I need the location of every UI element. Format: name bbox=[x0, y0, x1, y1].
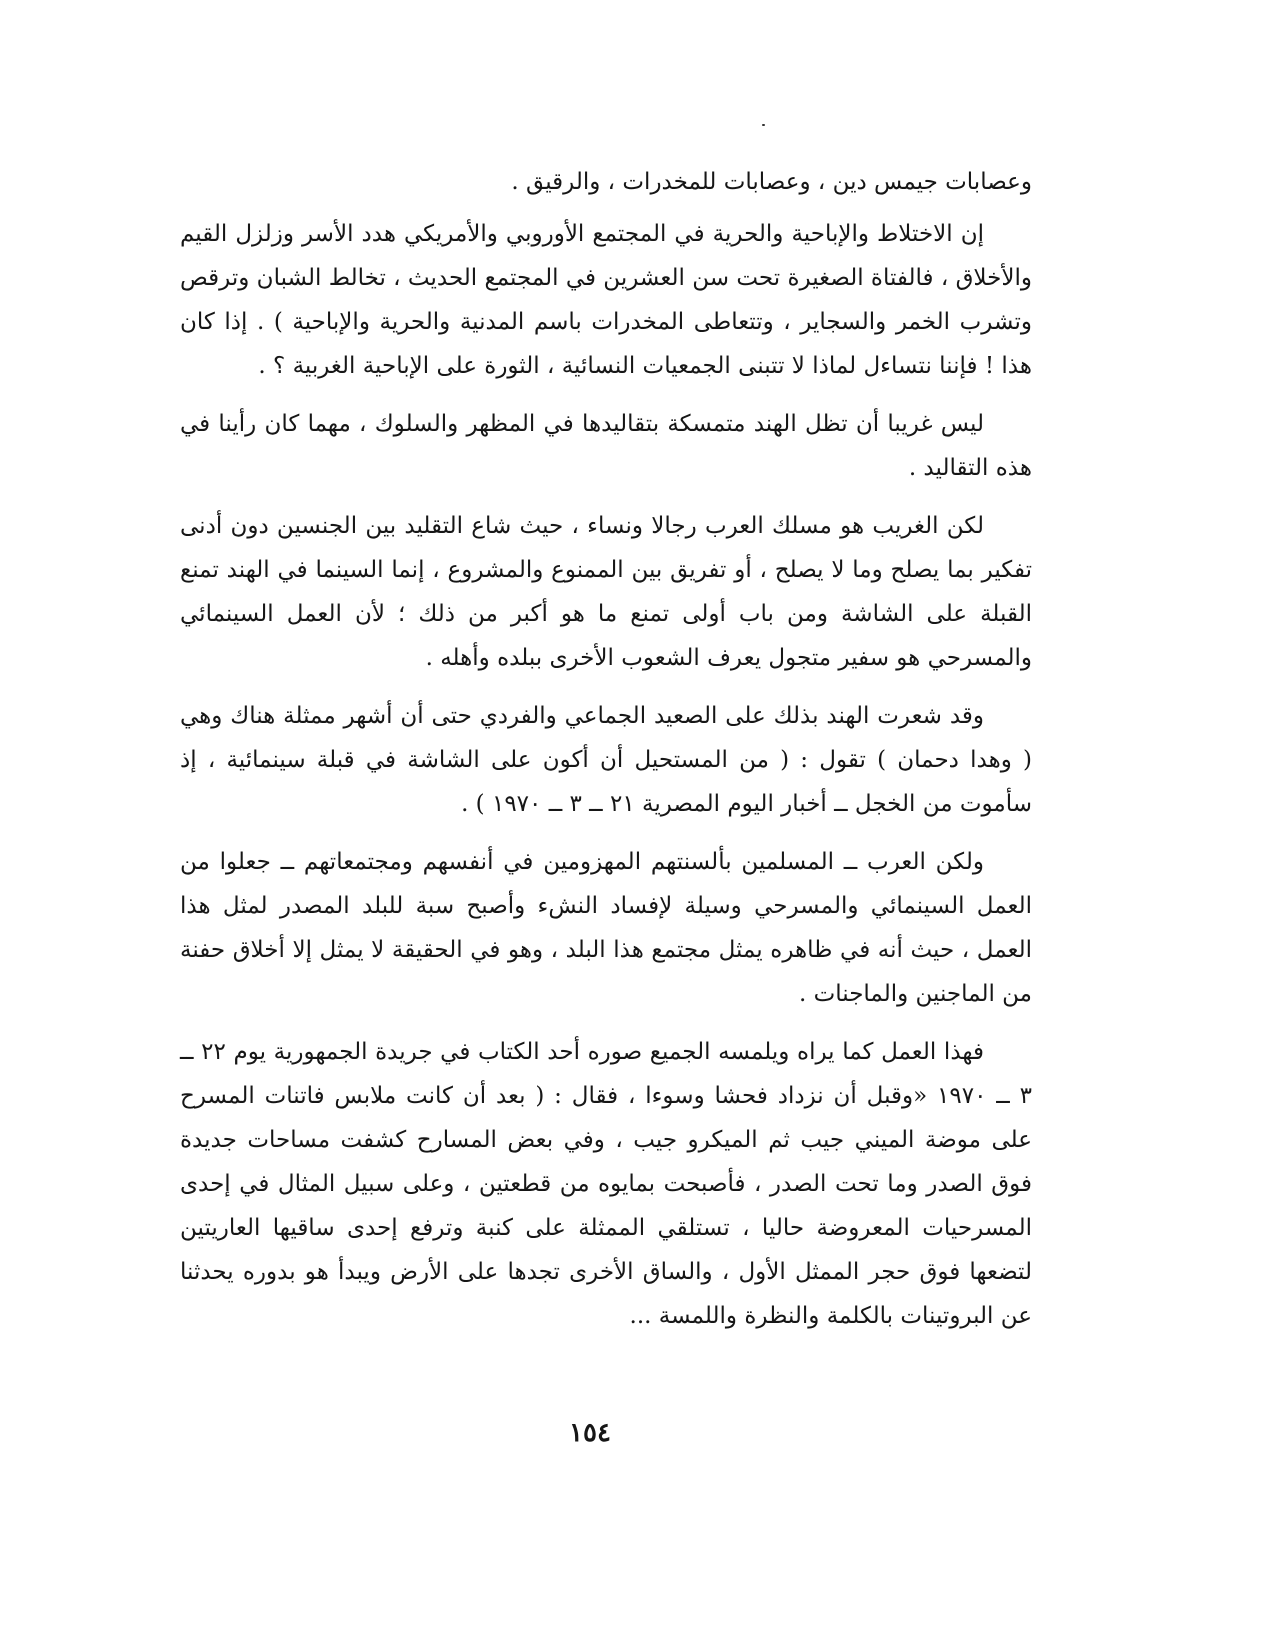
paragraph-newspaper-quote: فهذا العمل كما يراه ويلمسه الجميع صوره أحد الكتاب في جريدة الجمهورية يوم ٢٢ ــ ٣ ــ ١٩٧٠ «وقبل أن نزداد فحشا وسوءا ، فقال : ( بعد أن كانت ملابس فاتنات المسرح على موضة الميني جيب ثم الميكرو جيب ، وفي بعض المسارح كشفت مساحات جديدة فوق الصدر وما تحت الصدر ، فأصبحت بمايوه من قطعتين ، وعلى سبيل المثال في إحدى المسرحيات المعروضة حاليا ، تستلقي الممثلة على كنبة وترفع إحدى ساقيها العاريتين لتضعها فوق حجر الممثل الأول ، والساق الأخرى تجدها على الأرض ويبدأ هو بدوره يحدثنا عن البروتينات بالكلمة والنظرة واللمسة ... bbox=[180, 1039, 1032, 1329]
page-number: ١٥٤ bbox=[569, 1418, 611, 1448]
paragraph-arab-cinema: ولكن العرب ــ المسلمين بألسنتهم المهزومين في أنفسهم ومجتمعاتهم ــ جعلوا من العمل السينمائي والمسرحي وسيلة لإفساد النشء وأصبح سبة للبلد المصدر لمثل هذا العمل ، حيث أنه في ظاهره يمثل مجتمع هذا البلد ، وهو في الحقيقة لا يمثل إلا أخلاق حفنة من الماجنين والماجنات . bbox=[180, 849, 1032, 1007]
body-text bbox=[180, 160, 1032, 1352]
paragraph-continuation: وعصابات جيمس دين ، وعصابات للمخدرات ، والرقيق . bbox=[511, 169, 1032, 195]
paragraph-india-actress-quote: وقد شعرت الهند بذلك على الصعيد الجماعي والفردي حتى أن أشهر ممثلة هناك وهي ( وهدا دحمان ) تقول : ( من المستحيل أن أكون على الشاشة في قبلة سينمائية ، إذ سأموت من الخجل ــ أخبار اليوم المصرية ٢١ ــ ٣ ــ ١٩٧٠ ) . bbox=[180, 703, 1032, 817]
paragraph-mixing-permissiveness: إن الاختلاط والإباحية والحرية في المجتمع الأوروبي والأمريكي هدد الأسر وزلزل القيم والأخلاق ، فالفتاة الصغيرة تحت سن العشرين في المجتمع الحديث ، تخالط الشبان وترقص وتشرب الخمر والسجاير ، وتتعاطى المخدرات باسم المدنية والحرية والإباحية ) . إذا كان هذا ! فإننا نتساءل لماذا لا تتبنى الجمعيات النسائية ، الثورة على الإباحية الغربية ؟ . bbox=[180, 221, 1032, 379]
paragraph-arab-imitation: لكن الغريب هو مسلك العرب رجالا ونساء ، حيث شاع التقليد بين الجنسين دون أدنى تفكير بما يصلح وما لا يصلح ، أو تفريق بين الممنوع والمشروع ، إنما السينما في الهند تمنع القبلة على الشاشة ومن باب أولى تمنع ما هو أكبر من ذلك ؛ لأن العمل السينمائي والمسرحي هو سفير متجول يعرف الشعوب الأخرى ببلده وأهله . bbox=[180, 513, 1032, 671]
scan-speck bbox=[762, 124, 765, 126]
paragraph-india-traditions: ليس غريبا أن تظل الهند متمسكة بتقاليدها في المظهر والسلوك ، مهما كان رأينا في هذه التقاليد . bbox=[180, 411, 1032, 481]
